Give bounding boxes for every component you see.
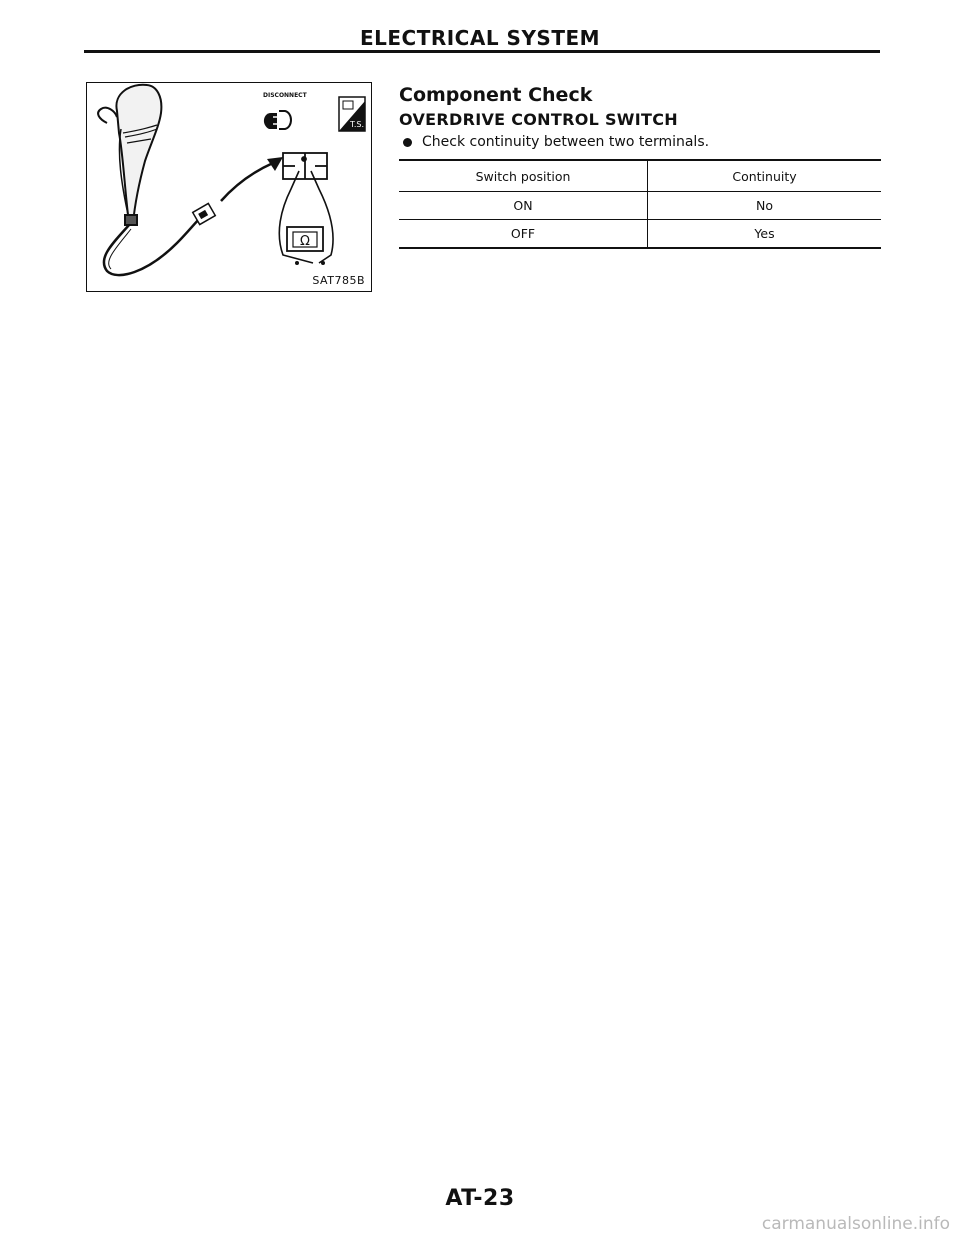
table-header-row [399, 160, 881, 192]
arrow-icon [221, 157, 283, 201]
illustration-figure [86, 82, 372, 292]
table-cell: OFF [399, 220, 648, 249]
page-number: AT-23 [445, 1186, 515, 1211]
connector-face-icon [283, 153, 327, 179]
table-cell: Yes [648, 220, 882, 249]
figure-code: SAT785B [312, 274, 365, 287]
table-row [399, 220, 881, 249]
disconnect-icon [264, 111, 291, 129]
ts-label: T.S. [349, 120, 365, 129]
disconnect-label: DISCONNECT [263, 92, 307, 99]
ts-icon [339, 97, 365, 131]
bullet-text: Check continuity between two terminals. [422, 134, 710, 150]
column-header: Continuity [648, 160, 882, 192]
table-cell: No [648, 192, 882, 220]
table-row [399, 192, 881, 220]
cable-line [104, 217, 201, 275]
page-header: ELECTRICAL SYSTEM [359, 26, 601, 50]
shift-knob-icon [98, 85, 161, 225]
ohmmeter-icon [287, 227, 325, 265]
watermark: carmanualsonline.info [761, 1214, 950, 1234]
sub-title: OVERDRIVE CONTROL SWITCH [399, 110, 678, 129]
section-title: Component Check [399, 84, 593, 106]
continuity-table [399, 159, 881, 249]
ohm-symbol: Ω [300, 234, 310, 249]
shift-knob-illustration [87, 83, 373, 293]
table-cell: ON [399, 192, 648, 220]
column-header: Switch position [399, 160, 648, 192]
bullet-item [403, 134, 709, 150]
header-rule [84, 50, 880, 53]
bullet-icon [403, 138, 412, 147]
